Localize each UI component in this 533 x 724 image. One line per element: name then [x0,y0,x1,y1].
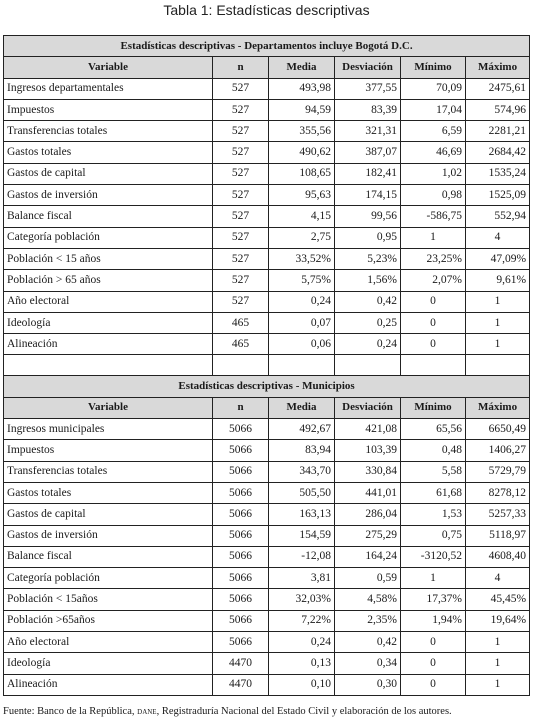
variable-cell: Ingresos departamentales [4,78,213,99]
empty-cell [335,355,401,376]
value-cell: 0 [401,291,466,312]
value-cell: 4608,40 [466,546,530,567]
value-cell: 527 [213,185,269,206]
value-cell: 0,30 [335,674,401,695]
value-cell: 83,39 [335,99,401,120]
variable-cell: Gastos totales [4,142,213,163]
value-cell: 5,23% [335,248,401,269]
value-cell: 0,59 [335,568,401,589]
value-cell: 0,95 [335,227,401,248]
value-cell: 182,41 [335,163,401,184]
table-row [4,121,530,142]
value-cell: 94,59 [269,99,335,120]
value-cell: 1535,24 [466,163,530,184]
value-cell: 0 [401,674,466,695]
column-header: Mínimo [401,57,466,78]
value-cell: 2684,42 [466,142,530,163]
value-cell: 0,48 [401,440,466,461]
value-cell: 19,64% [466,610,530,631]
table-row [4,270,530,291]
value-cell: 421,08 [335,419,401,440]
value-cell: 0,42 [335,632,401,653]
value-cell: 0,42 [335,291,401,312]
value-cell: 1406,27 [466,440,530,461]
value-cell: 70,09 [401,78,466,99]
table-row [4,504,530,525]
column-header: Desviación [335,57,401,78]
value-cell: 5257,33 [466,504,530,525]
variable-cell: Año electoral [4,632,213,653]
value-cell: 527 [213,227,269,248]
value-cell: 5,75% [269,270,335,291]
value-cell: 83,94 [269,440,335,461]
value-cell: 0 [401,653,466,674]
value-cell: 32,03% [269,589,335,610]
variable-cell: Alineación [4,334,213,355]
value-cell: 1 [466,674,530,695]
variable-cell: Población < 15 años [4,248,213,269]
section-heading-row [4,36,530,57]
variable-cell: Población > 65 años [4,270,213,291]
value-cell: 4,58% [335,589,401,610]
value-cell: 527 [213,121,269,142]
value-cell: 527 [213,142,269,163]
value-cell: 527 [213,78,269,99]
value-cell: 6,59 [401,121,466,142]
column-header: Máximo [466,57,530,78]
value-cell: 490,62 [269,142,335,163]
value-cell: 527 [213,206,269,227]
value-cell: 1,53 [401,504,466,525]
variable-cell: Impuestos [4,440,213,461]
table-row [4,163,530,184]
value-cell: 5066 [213,504,269,525]
value-cell: 1,56% [335,270,401,291]
descriptive-statistics-table [3,35,530,696]
value-cell: 0,13 [269,653,335,674]
value-cell: 17,04 [401,99,466,120]
value-cell: 527 [213,163,269,184]
table-row [4,291,530,312]
table-row [4,482,530,503]
value-cell: 0,98 [401,185,466,206]
value-cell: 0,75 [401,525,466,546]
value-cell: 0,24 [269,291,335,312]
variable-cell: Ideología [4,653,213,674]
value-cell: 4470 [213,653,269,674]
table-row [4,185,530,206]
table-row [4,227,530,248]
column-header-row [4,57,530,78]
table-row [4,653,530,674]
value-cell: 154,59 [269,525,335,546]
variable-cell: Categoría población [4,568,213,589]
value-cell: 527 [213,291,269,312]
column-header-row [4,397,530,418]
source-note [3,706,531,717]
column-header: Desviación [335,397,401,418]
value-cell: 23,25% [401,248,466,269]
value-cell: 3,81 [269,568,335,589]
value-cell: 1525,09 [466,185,530,206]
value-cell: 5066 [213,568,269,589]
value-cell: 17,37% [401,589,466,610]
value-cell: 4 [466,568,530,589]
value-cell: 552,94 [466,206,530,227]
value-cell: 8278,12 [466,482,530,503]
column-header: n [213,397,269,418]
table-row [4,78,530,99]
value-cell: 492,67 [269,419,335,440]
value-cell: 465 [213,334,269,355]
value-cell: 527 [213,270,269,291]
value-cell: 321,31 [335,121,401,142]
value-cell: 5066 [213,589,269,610]
value-cell: 5066 [213,546,269,567]
value-cell: 7,22% [269,610,335,631]
value-cell: 164,24 [335,546,401,567]
table-row [4,248,530,269]
value-cell: 527 [213,248,269,269]
table-row [4,525,530,546]
table-row [4,334,530,355]
value-cell: 1 [466,291,530,312]
column-header: Variable [4,57,213,78]
empty-cell [4,355,213,376]
value-cell: 4470 [213,674,269,695]
value-cell: 0 [401,632,466,653]
value-cell: -586,75 [401,206,466,227]
empty-cell [401,355,466,376]
column-header: Mínimo [401,397,466,418]
empty-cell [466,355,530,376]
value-cell: 493,98 [269,78,335,99]
value-cell: 2281,21 [466,121,530,142]
value-cell: 4,15 [269,206,335,227]
variable-cell: Población < 15años [4,589,213,610]
value-cell: 574,96 [466,99,530,120]
value-cell: 0 [401,312,466,333]
variable-cell: Gastos de inversión [4,525,213,546]
table-row [4,419,530,440]
source-suffix: , Registraduría Nacional del Estado Civil y elaboración de los autores. [156,706,452,717]
value-cell: 1 [466,653,530,674]
value-cell: 5,58 [401,461,466,482]
column-header: n [213,57,269,78]
value-cell: 2,35% [335,610,401,631]
table-row [4,440,530,461]
variable-cell: Gastos totales [4,482,213,503]
variable-cell: Ingresos municipales [4,419,213,440]
value-cell: 1,02 [401,163,466,184]
value-cell: -3120,52 [401,546,466,567]
variable-cell: Balance fiscal [4,546,213,567]
value-cell: 1 [401,568,466,589]
column-header: Variable [4,397,213,418]
column-header: Máximo [466,397,530,418]
table-row [4,99,530,120]
value-cell: 1 [401,227,466,248]
value-cell: 65,56 [401,419,466,440]
value-cell: 5066 [213,632,269,653]
value-cell: 5118,97 [466,525,530,546]
value-cell: 343,70 [269,461,335,482]
table-row [4,546,530,567]
value-cell: 275,29 [335,525,401,546]
value-cell: 5066 [213,461,269,482]
value-cell: 163,13 [269,504,335,525]
value-cell: 377,55 [335,78,401,99]
table-title: Tabla 1: Estadísticas descriptivas [163,2,370,18]
value-cell: -12,08 [269,546,335,567]
value-cell: 330,84 [335,461,401,482]
value-cell: 6650,49 [466,419,530,440]
value-cell: 174,15 [335,185,401,206]
value-cell: 47,09% [466,248,530,269]
empty-cell [213,355,269,376]
value-cell: 387,07 [335,142,401,163]
value-cell: 0,24 [269,632,335,653]
variable-cell: Ideología [4,312,213,333]
value-cell: 505,50 [269,482,335,503]
table-row [4,461,530,482]
value-cell: 5066 [213,610,269,631]
variable-cell: Balance fiscal [4,206,213,227]
value-cell: 99,56 [335,206,401,227]
column-header: Media [269,57,335,78]
value-cell: 0,07 [269,312,335,333]
value-cell: 0,10 [269,674,335,695]
value-cell: 1 [466,312,530,333]
variable-cell: Gastos de capital [4,504,213,525]
table-row [4,142,530,163]
value-cell: 108,65 [269,163,335,184]
variable-cell: Población >65años [4,610,213,631]
value-cell: 0 [401,334,466,355]
value-cell: 2475,61 [466,78,530,99]
value-cell: 5066 [213,440,269,461]
value-cell: 2,75 [269,227,335,248]
value-cell: 5729,79 [466,461,530,482]
value-cell: 527 [213,99,269,120]
variable-cell: Gastos de inversión [4,185,213,206]
value-cell: 1 [466,334,530,355]
variable-cell: Categoría población [4,227,213,248]
table-row [4,589,530,610]
spacer-row [4,355,530,376]
source-dane: dane [137,706,157,717]
variable-cell: Transferencias totales [4,461,213,482]
value-cell: 9,61% [466,270,530,291]
value-cell: 0,25 [335,312,401,333]
variable-cell: Transferencias totales [4,121,213,142]
value-cell: 5066 [213,419,269,440]
source-prefix: Fuente: Banco de la República, [3,706,138,717]
section-heading: Estadísticas descriptivas - Municipios [4,376,530,397]
column-header: Media [269,397,335,418]
value-cell: 103,39 [335,440,401,461]
value-cell: 441,01 [335,482,401,503]
value-cell: 95,63 [269,185,335,206]
value-cell: 355,56 [269,121,335,142]
value-cell: 5066 [213,482,269,503]
value-cell: 46,69 [401,142,466,163]
section-heading: Estadísticas descriptivas - Departamentos incluye Bogotá D.C. [4,36,530,57]
section-heading-row [4,376,530,397]
variable-cell: Año electoral [4,291,213,312]
variable-cell: Impuestos [4,99,213,120]
table-row [4,206,530,227]
value-cell: 45,45% [466,589,530,610]
value-cell: 1,94% [401,610,466,631]
value-cell: 465 [213,312,269,333]
value-cell: 1 [466,632,530,653]
table-row [4,674,530,695]
value-cell: 4 [466,227,530,248]
variable-cell: Alineación [4,674,213,695]
value-cell: 286,04 [335,504,401,525]
table-row [4,632,530,653]
value-cell: 0,24 [335,334,401,355]
table-row [4,312,530,333]
table-body [4,36,530,696]
value-cell: 5066 [213,525,269,546]
value-cell: 2,07% [401,270,466,291]
table-row [4,568,530,589]
table-row [4,610,530,631]
value-cell: 0,34 [335,653,401,674]
value-cell: 33,52% [269,248,335,269]
variable-cell: Gastos de capital [4,163,213,184]
value-cell: 0,06 [269,334,335,355]
empty-cell [269,355,335,376]
value-cell: 61,68 [401,482,466,503]
